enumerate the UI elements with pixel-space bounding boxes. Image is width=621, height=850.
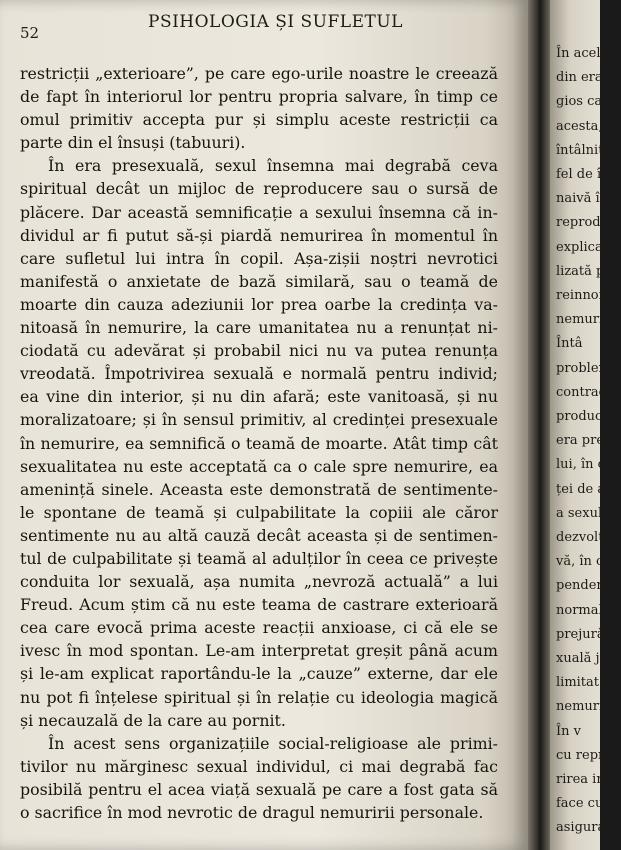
text-line: ea vine din interior, și nu din afară; este vanitoasă, și nu [20, 387, 498, 407]
right-page-fragment: prejurăr [556, 626, 611, 642]
right-page-fragment: produce [556, 409, 611, 424]
text-line: cea care evocă prima aceste reacții anxioase, ci că ele se [20, 618, 498, 638]
text-line: În era presexuală, sexul însemna mai degrabă ceva [48, 156, 498, 176]
running-title: PSIHOLOGIA ȘI SUFLETUL [148, 12, 403, 32]
text-line: dividul ar fi putut să-și piardă nemurirea în momentul în [20, 225, 498, 245]
text-line: restricții „exterioare”, pe care ego-urile noastre le creează [20, 64, 498, 83]
right-page-fragment: Întâ [556, 336, 583, 352]
text-line: tivilor nu mărginesc sexual individul, ci mai degrabă fac [20, 756, 498, 776]
right-page-fragment: nemurir [556, 312, 610, 328]
right-page-fragment: xuală ju [556, 651, 608, 666]
text-line: și necauzală de la care au pornit. [20, 710, 286, 730]
right-page-fragment: În acelaș [556, 46, 615, 61]
text-line: ciodată cu adevărat și probabil nici nu va putea renunța [20, 341, 498, 361]
right-page-fragment: gios ca fi [556, 94, 615, 110]
right-page-fragment: fel de în [556, 167, 610, 182]
right-page-fragment: vă, în ca [556, 554, 612, 570]
right-page-fragment: rirea inc [556, 772, 612, 787]
text-line: În acest sens organizațiile social-religioase ale primi- [48, 733, 498, 753]
text-line: nu pot fi înțelese spiritual și în relație cu ideologia magică [20, 687, 498, 707]
right-page-fragment: acesta, c [556, 118, 614, 134]
body-text [20, 62, 498, 824]
text-line: parte din el însuși (tabuuri). [20, 133, 246, 153]
right-page-fragment: reinnoită [556, 288, 616, 303]
right-page-fragment: întâlnită [556, 142, 612, 158]
text-line: spiritual decât un mijloc de reproducere sau o sursă de [20, 179, 498, 199]
right-page-fragment: problem [556, 360, 611, 376]
right-page-fragment: face cu [556, 796, 604, 812]
right-page-fragment: cu repro [556, 747, 613, 763]
right-page-fragment: naivă în [556, 191, 609, 207]
right-page-fragment: limitat la [556, 675, 616, 691]
right-page-fragment: nemurir [556, 699, 610, 715]
right-page-fragment: asigurar [556, 820, 612, 836]
page-header [20, 10, 510, 40]
text-line: Freud. Acum știm că nu este teama de castrare exterioară [20, 595, 498, 615]
right-page [550, 0, 621, 850]
text-line: amenință sinele. Aceasta este demonstrată de sentimente- [20, 479, 498, 499]
right-page-fragment: din era se [556, 70, 621, 86]
page-number: 52 [20, 24, 40, 42]
right-page-fragment: lizată pr [556, 263, 611, 279]
right-page-fragment: reproduc [556, 215, 617, 231]
text-line: de fapt în interiorul lor pentru propria salvare, în timp ce [20, 87, 498, 107]
text-line: moarte din cauza adeziunii lor prea oarbe la credința va- [20, 294, 498, 314]
text-line: omul primitiv accepta pur și simplu aceste restricții ca [20, 110, 498, 130]
text-line: le spontane de teamă și culpabilitate la copiii ale căror [20, 502, 498, 522]
right-page-fragment: ței de a [556, 481, 606, 497]
text-line: conduita lor sexuală, așa numita „nevroză actuală” a lui [20, 572, 498, 592]
right-page-fragment: lui, în c [556, 457, 605, 473]
text-line: moralizatoare; și în sensul primitiv, al credinței presexuale [20, 410, 498, 430]
right-page-fragment: contrad [556, 384, 607, 400]
text-line: sexualitatea nu este acceptată ca o cale spre nemurire, ea [20, 456, 498, 476]
text-line: în nemurire, ea semnifică o teamă de moarte. Atât timp cât [20, 433, 498, 453]
right-page-fragment: dezvolta [556, 530, 612, 545]
right-page-fragment: pendent [556, 578, 610, 594]
right-page-fragment: a sexul [556, 505, 603, 521]
text-line: și le-am explicat raportându-le la „cauze” externe, dar ele [20, 664, 498, 684]
text-line: plăcere. Dar această semnificație a sexului însemna că in- [20, 202, 498, 222]
text-line: care sufletul lui intra în copil. Așa-zișii noștri nevrotici [20, 248, 498, 268]
text-line: posibilă pentru el acea viață sexuală pe care a fost gata să [20, 779, 498, 799]
book-gutter [528, 0, 550, 850]
text-line: ivesc în mod spontan. Le-am interpretat greșit până acum [20, 641, 498, 661]
text-line: manifestă o anxietate de bază similară, sau o teamă de [20, 271, 498, 291]
right-page-fragment: normal [556, 602, 603, 618]
right-page-fragment: era pres [556, 433, 611, 449]
right-page-fragment: explicați [556, 239, 613, 255]
text-line: o sacrifice în mod nevrotic de dragul nemuririi personale. [20, 803, 484, 822]
text-line: sentimente nu au altă cauză decât aceasta și de sentimen- [20, 525, 498, 545]
text-line: vreodată. Împotrivirea sexuală e normală pentru individ; [20, 364, 498, 384]
text-line: nitoasă în nemurire, la care umanitatea nu a renunțat ni- [20, 318, 498, 338]
text-line: tul de culpabilitate și teamă al adulților în ceea ce privește [20, 548, 498, 568]
right-page-fragment: În v [556, 723, 581, 739]
